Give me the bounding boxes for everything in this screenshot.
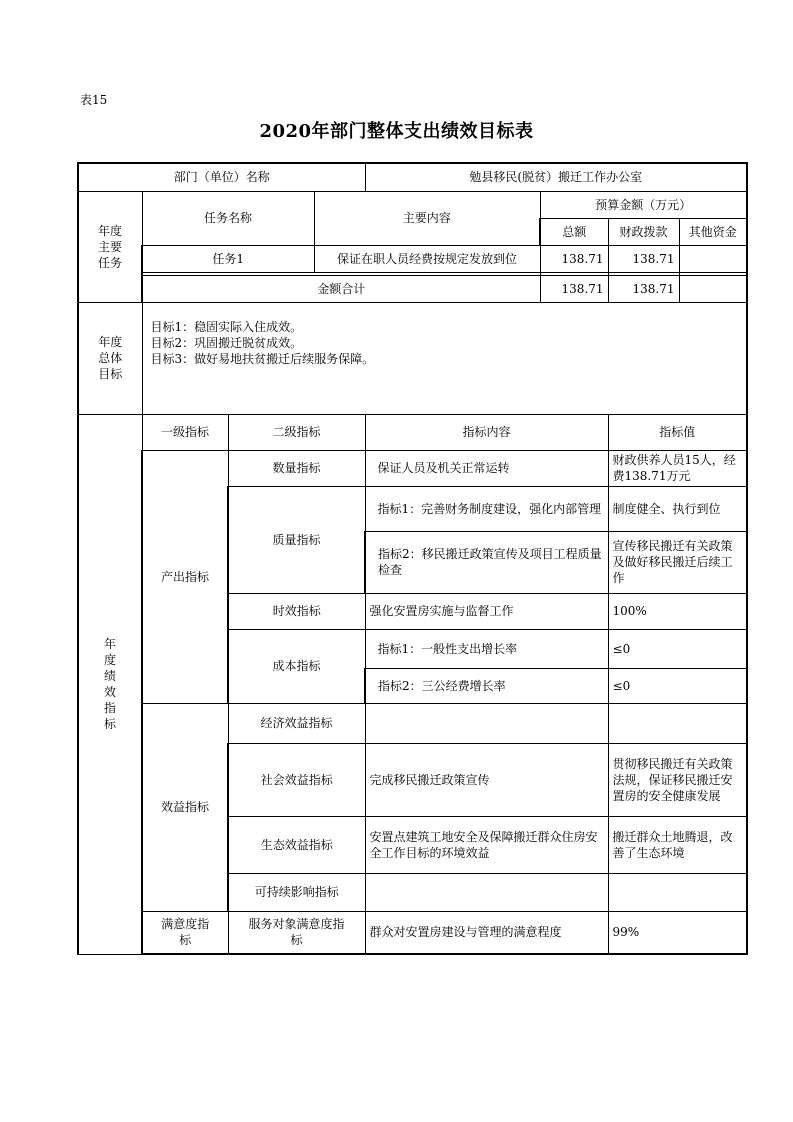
level1-header: 一级指标 xyxy=(142,414,228,450)
goals-list xyxy=(142,302,747,414)
cost-value: ≤0 xyxy=(608,668,747,703)
timeliness-label: 时效指标 xyxy=(228,593,365,629)
quality-content: 指标1：完善财务制度建设，强化内部管理 xyxy=(365,486,608,531)
goal-item: 目标2：巩固搬迁脱贫成效。 xyxy=(150,335,303,350)
quality-value: 制度健全、执行到位 xyxy=(608,486,747,531)
ecological-content: 安置点建筑工地安全及保障搬迁群众住房安全工作目标的环境效益 xyxy=(365,816,608,873)
goal-item: 目标1：稳固实际入住成效。 xyxy=(150,319,303,334)
task-other xyxy=(679,245,747,272)
satisfaction-value: 99% xyxy=(608,911,747,954)
economic-content xyxy=(365,703,608,743)
indicators-section-label xyxy=(78,414,142,954)
page-title: 2020年部门整体支出绩效目标表 xyxy=(259,121,534,142)
sustainable-label-text: 可持续影响指标 xyxy=(254,885,339,899)
sum-row xyxy=(78,275,747,302)
task-row xyxy=(78,245,747,272)
dept-value: 勉县移民(脱贫）搬迁工作办公室 xyxy=(365,163,747,191)
ecological-label-text: 生态效益指标 xyxy=(260,837,333,852)
other-header: 其他资金 xyxy=(679,218,747,245)
satisfaction-label-text: 满意度指标 xyxy=(161,917,210,948)
output-label: 产出指标 xyxy=(142,450,228,703)
satisfaction-sub-label-text: 服务对象满意度指标 xyxy=(248,917,345,948)
sum-fiscal: 138.71 xyxy=(608,275,679,302)
ecological-value: 搬迁群众土地腾退，改善了生态环境 xyxy=(608,816,747,873)
economic-value xyxy=(608,703,747,743)
quality-value: 宣传移民搬迁有关政策及做好移民搬迁后续工作 xyxy=(608,531,747,593)
task-content: 保证在职人员经费按规定发放到位 xyxy=(314,245,540,272)
satisfaction-row xyxy=(78,911,747,954)
quantity-content: 保证人员及机关正常运转 xyxy=(365,450,608,486)
indicator-value-header: 指标值 xyxy=(608,414,747,450)
sum-other xyxy=(679,275,747,302)
quantity-value: 财政供养人员15人，经费138.71万元 xyxy=(608,450,747,486)
economic-label-text: 经济效益指标 xyxy=(260,716,333,730)
quality-label: 质量指标 xyxy=(228,486,365,593)
indicator-content-header: 指标内容 xyxy=(365,414,608,450)
quantity-row xyxy=(78,450,747,486)
goal-item: 目标3：做好易地扶贫搬迁后续服务保障。 xyxy=(150,351,375,366)
task-name: 任务1 xyxy=(142,245,314,272)
task-content-header: 主要内容 xyxy=(314,191,540,245)
tasks-section-label xyxy=(78,191,142,302)
satisfaction-label xyxy=(142,911,228,954)
goals-section-label xyxy=(78,302,142,414)
social-content: 完成移民搬迁政策宣传 xyxy=(365,743,608,816)
indicator-header-row xyxy=(78,414,747,450)
dept-row xyxy=(78,163,747,191)
quality-content: 指标2：移民搬迁政策宣传及项目工程质量检查 xyxy=(365,531,608,593)
economic-row xyxy=(78,703,747,743)
social-label-text: 社会效益指标 xyxy=(260,772,333,787)
timeliness-value: 100% xyxy=(608,593,747,629)
quantity-label: 数量指标 xyxy=(228,450,365,486)
social-value: 贯彻移民搬迁有关政策法规，保证移民搬迁安置房的安全健康发展 xyxy=(608,743,747,816)
sustainable-value xyxy=(608,873,747,911)
goals-row xyxy=(78,302,747,414)
total-header: 总额 xyxy=(540,218,608,245)
indicators-section-text: 年度绩效指标 xyxy=(103,637,116,731)
satisfaction-content: 群众对安置房建设与管理的满意程度 xyxy=(365,911,608,954)
sustainable-content xyxy=(365,873,608,911)
cost-label: 成本指标 xyxy=(228,629,365,703)
cost-content: 指标2：三公经费增长率 xyxy=(365,668,608,703)
task-total: 138.71 xyxy=(540,245,608,272)
timeliness-content: 强化安置房实施与监督工作 xyxy=(365,593,608,629)
task-header-row xyxy=(78,191,747,218)
cost-value: ≤0 xyxy=(608,629,747,668)
benefit-label: 效益指标 xyxy=(142,703,228,911)
fiscal-header: 财政拨款 xyxy=(608,218,679,245)
tasks-section-text: 年度主要任务 xyxy=(97,223,122,270)
sustainable-label xyxy=(228,873,365,911)
sum-label: 金额合计 xyxy=(142,275,540,302)
level2-header: 二级指标 xyxy=(228,414,365,450)
task-fiscal: 138.71 xyxy=(608,245,679,272)
social-label xyxy=(228,743,365,816)
task-name-header: 任务名称 xyxy=(142,191,314,245)
goals-section-text: 年度总体目标 xyxy=(98,335,123,381)
ecological-label xyxy=(228,816,365,873)
table-number: 表15 xyxy=(80,93,108,107)
dept-label: 部门（单位）名称 xyxy=(78,163,365,191)
performance-target-table xyxy=(77,162,748,955)
satisfaction-sub-label xyxy=(228,911,365,954)
budget-header: 预算金额（万元） xyxy=(540,191,747,218)
economic-label xyxy=(228,703,365,743)
sum-total: 138.71 xyxy=(540,275,608,302)
cost-content: 指标1：一般性支出增长率 xyxy=(365,629,608,668)
